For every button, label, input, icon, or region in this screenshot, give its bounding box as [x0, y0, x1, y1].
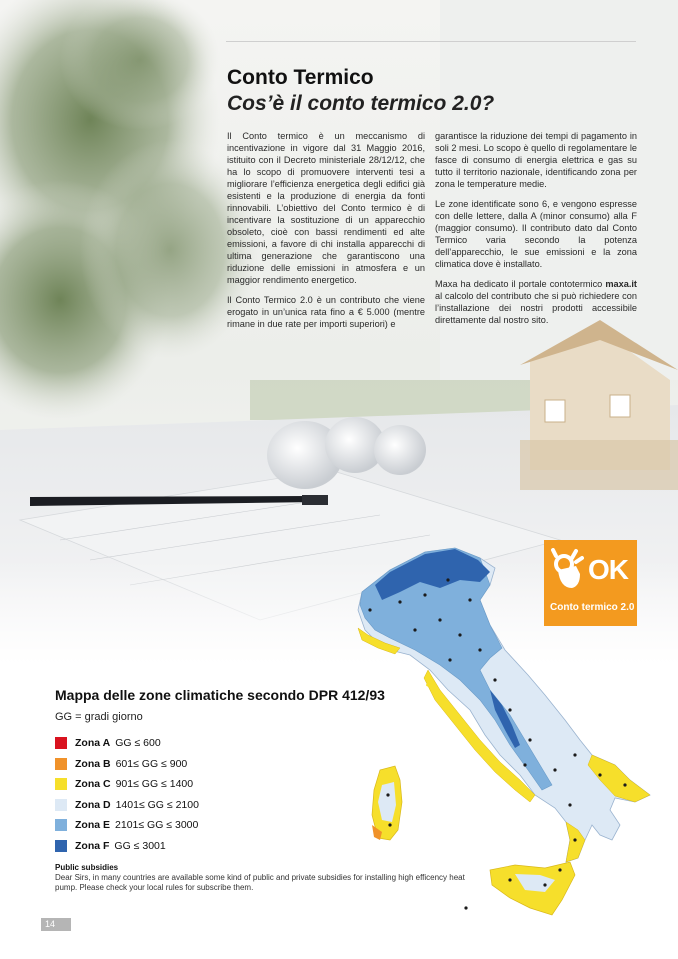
zone-name: Zona A	[75, 737, 111, 750]
legend-row-zona-f	[55, 836, 199, 857]
zone-name: Zona F	[75, 839, 110, 852]
zone-range: 901≤ GG ≤ 1400	[115, 778, 194, 791]
page-number: 14	[41, 918, 71, 931]
paragraph-intro: Il Conto termico è un meccanismo di incentivazione in vigore dal 31 Maggio 2016, istituito con il Decreto ministeriale 28/12/12, che ha lo scopo di promuovere interventi tesi a migliorare l’efficienza energetica degli edifici già esistenti e la produzione di energia da fonti rinnovabili. L’obiettivo del Conto termico è di incentivare la sostituzione di un apparecchio obsoleto, cioè con bassi rendimenti ed alte emissioni, a favore di chi installa apparecchi di ultima generazione che garantiscono una riduzione delle emissioni in atmosfera e un maggior rendimento energetico.	[227, 131, 425, 285]
text-column-left	[227, 130, 425, 338]
ok-label: Conto termico 2.0	[550, 602, 635, 613]
text-column-right	[435, 130, 637, 334]
map-section-title: Mappa delle zone climatiche secondo DPR 412/93	[55, 687, 385, 703]
gg-definition: GG = gradi giorno	[55, 711, 143, 723]
zone-range: 601≤ GG ≤ 900	[115, 757, 188, 770]
zone-range: GG ≤ 3001	[114, 839, 166, 852]
zone-name: Zona D	[75, 798, 111, 811]
maxa-text-after: al calcolo del contributo che si può richiedere con l’installazione dei nostri prodotti accessibile direttamente dal nostro sito.	[435, 291, 637, 325]
elba-island	[426, 683, 434, 687]
maxa-link[interactable]: maxa.it	[605, 279, 637, 289]
zone-range: GG ≤ 600	[115, 737, 161, 750]
zone-color-swatch	[55, 819, 67, 831]
zone-range: 2101≤ GG ≤ 3000	[115, 819, 199, 832]
zone-name: Zona B	[75, 757, 111, 770]
zone-color-swatch	[55, 778, 67, 790]
paragraph-zone: Le zone identificate sono 6, e vengono espresse con delle lettere, dalla A (minor consumo) alla F (maggior consumo). Il contributo dato dal Conto Termico varia secondo la potenza dell’apparecchio, le sue emissioni e la zona climatica dove è installato.	[435, 199, 637, 269]
paragraph-pagamento: garantisce la riduzione dei tempi di pagamento in soli 2 mesi. Lo scopo è quello di regolamentare le fasce di consumo di energia elettrica e gas su tutto il territorio nazionale, identificando zona per zona le temperature medie.	[435, 131, 637, 189]
zone-name: Zona C	[75, 778, 111, 791]
header-rule	[226, 41, 636, 42]
zone-range: 1401≤ GG ≤ 2100	[115, 798, 199, 811]
zone-color-swatch	[55, 737, 67, 749]
italy-climate-zones-map	[330, 540, 660, 930]
climate-zones-legend	[55, 733, 199, 856]
maxa-text-before: Maxa ha dedicato il portale contotermico	[435, 279, 603, 289]
paragraph-maxa	[435, 278, 637, 326]
zone-color-swatch	[55, 799, 67, 811]
legend-row-zona-c	[55, 774, 199, 795]
zone-color-swatch	[55, 840, 67, 852]
legend-row-zona-a	[55, 733, 199, 754]
page-title: Conto Termico	[227, 66, 374, 89]
page-subtitle: Cos’è il conto termico 2.0?	[227, 92, 495, 115]
ok-text: OK	[588, 554, 628, 585]
public-subsidies-text: Dear Sirs, in many countries are available some kind of public and private subsidies for installing high efficency heat pump. Please check your local rules for subscribe them.	[55, 873, 465, 892]
legend-row-zona-b	[55, 754, 199, 775]
paragraph-contributo: Il Conto Termico 2.0 è un contributo che viene erogato in un’unica rata fino a € 5.000 (mentre rimane in due rate per importi superiori) e	[227, 295, 425, 329]
public-subsidies-title: Public subsidies	[55, 863, 119, 872]
zone-color-swatch	[55, 758, 67, 770]
zone-name: Zona E	[75, 819, 111, 832]
legend-row-zona-d	[55, 795, 199, 816]
legend-row-zona-e	[55, 815, 199, 836]
